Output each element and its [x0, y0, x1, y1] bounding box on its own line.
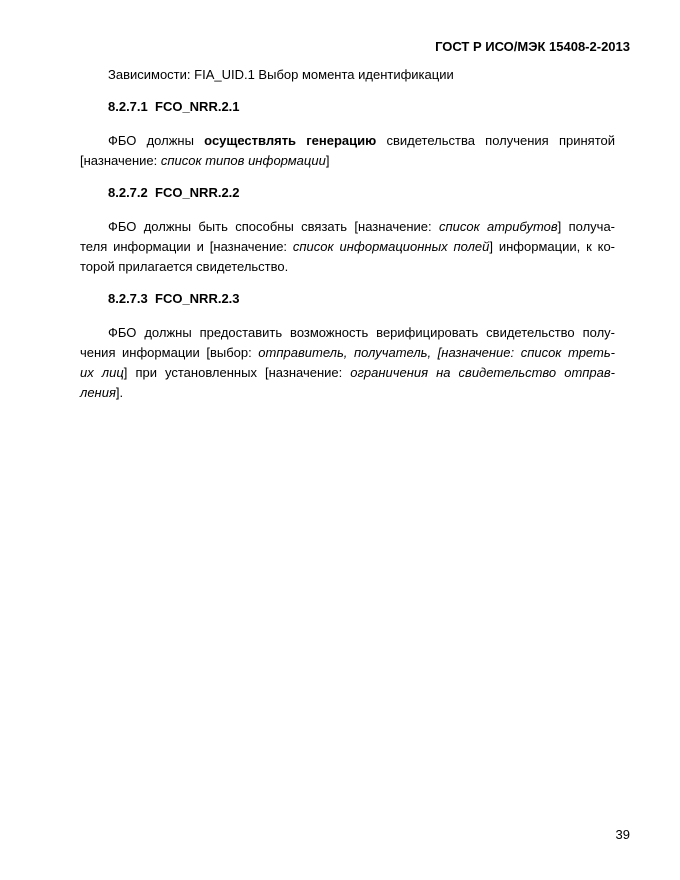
text-run: ФБО должны предоставить возможность верифицировать свидетельство полу- — [108, 325, 615, 340]
italic-text: ления — [80, 385, 116, 400]
italic-text: ограничения на свидетельство отправ- — [350, 365, 615, 380]
italic-text: отправитель, получатель, [назначение: список треть- — [258, 345, 615, 360]
section-number: 8.2.7.2 — [108, 185, 148, 200]
text-line — [80, 131, 615, 151]
text-line — [80, 363, 615, 383]
section-body-3 — [80, 323, 615, 403]
page-content — [80, 65, 615, 403]
text-line — [80, 343, 615, 363]
page-number: 39 — [615, 827, 630, 842]
italic-text: список атрибутов — [438, 219, 558, 234]
text-line — [80, 383, 615, 403]
text-line — [80, 237, 615, 257]
text-run: торой прилагается свидетельство. — [80, 259, 289, 274]
italic-text: список типов информации — [160, 153, 326, 168]
text-run: ФБО должны быть способны связать [назначение: — [108, 219, 439, 234]
dependencies-text: FIA_UID.1 Выбор момента идентификации — [194, 67, 454, 82]
dependencies-label: Зависимости: — [108, 67, 191, 82]
text-run: ФБО должны — [108, 133, 205, 148]
text-line — [80, 323, 615, 343]
section-heading-2 — [80, 183, 615, 203]
section-number: 8.2.7.3 — [108, 291, 148, 306]
bold-text: осуществлять генерацию — [204, 133, 377, 148]
text-run: теля информации и [назначение: — [80, 239, 293, 254]
text-run: ]. — [115, 385, 124, 400]
section-title: FCO_NRR.2.1 — [155, 99, 240, 114]
text-run: чения информации [выбор: — [80, 345, 259, 360]
italic-text: список информационных полей — [292, 239, 490, 254]
section-number: 8.2.7.1 — [108, 99, 148, 114]
section-body-2 — [80, 217, 615, 277]
text-run: ] при установленных [назначение: — [123, 365, 351, 380]
text-run: ] информации, к ко- — [489, 239, 616, 254]
italic-text: их лиц — [80, 365, 124, 380]
section-body-1 — [80, 131, 615, 171]
section-title: FCO_NRR.2.2 — [155, 185, 240, 200]
text-line — [80, 217, 615, 237]
document-header: ГОСТ Р ИСО/МЭК 15408-2-2013 — [435, 39, 630, 54]
text-run: свидетельства получения принятой — [376, 133, 615, 148]
dependencies-line — [80, 65, 615, 85]
text-run: ] — [325, 153, 330, 168]
text-run: ] получа- — [557, 219, 616, 234]
section-heading-1 — [80, 97, 615, 117]
text-line — [80, 257, 615, 277]
text-run: [назначение: — [80, 153, 161, 168]
text-line — [80, 151, 615, 171]
section-title: FCO_NRR.2.3 — [155, 291, 240, 306]
section-heading-3 — [80, 289, 615, 309]
